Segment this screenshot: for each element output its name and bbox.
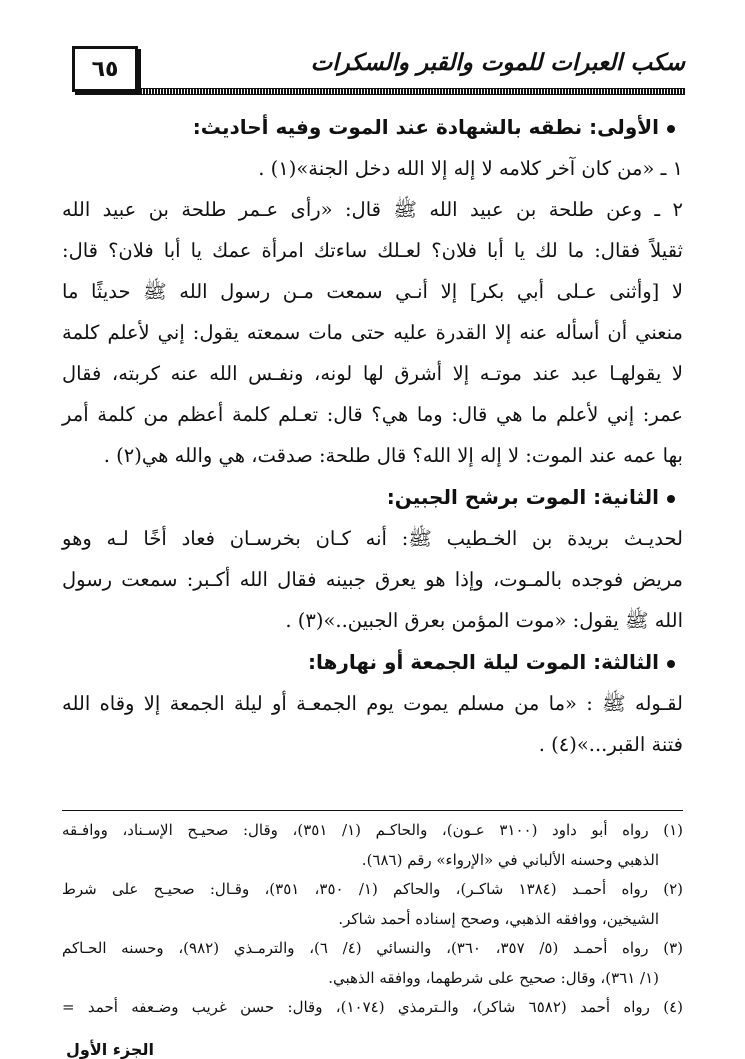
paragraph-line: لقـوله ﷺ : «ما من مسلم يموت يوم الجمعـة أو ليلة الجمعة إلا وقاه الله xyxy=(62,692,683,715)
page-number: ٦٥ xyxy=(91,56,119,82)
header-rule xyxy=(140,88,685,95)
body-text xyxy=(62,106,683,765)
bullet-icon xyxy=(667,495,675,503)
footnote-line: الذهبي وحسنه الألباني في «الإرواء» رقم (٦٨٦). xyxy=(361,850,659,869)
paragraph-line: الله ﷺ يقول: «موت المؤمن بعرق الجبين..»(٣) . xyxy=(285,609,683,632)
paragraph-line: بها عمه عند الموت: لا إله إلا الله؟ قال طلحة: صدقت، هي والله هي(٢) . xyxy=(103,444,683,467)
footnote-line: (٢) رواه أحمـد (١٣٨٤ شاكـر)، والحاكم (١/ ٣٥٠، ٣٥١)، وقـال: صحيـح على شرط xyxy=(62,880,683,898)
section-heading-1: الأولى: نطقه بالشهادة عند الموت وفيه أحاديث: xyxy=(62,106,683,148)
footnote-line: (٤) رواه أحمد (٦٥٨٢ شاكر)، والـترمذي (١٠٧٤)، وقال: حسن غريب وضـعفه أحمد = xyxy=(62,998,683,1016)
paragraph-line: لحديـث بريدة بن الخـطيب ﷺ: أنه كـان بخرسـان فعاد أخًا لـه وهو xyxy=(62,527,683,550)
footnote-line: (١/ ٣٦١)، وقال: صحيح على شرطهما، ووافقه الذهبي. xyxy=(328,968,659,987)
footnote-line: الشيخين، ووافقه الذهبي، وصحح إسناده أحمد شاكر. xyxy=(338,909,659,928)
paragraph-line: ثقيلاً فقال: ما لك يا أبا فلان؟ لعـلك ساءتك امرأة عمك يا أبا فلان؟ قال: xyxy=(62,239,683,262)
volume-label: الجزء الأول xyxy=(66,1040,154,1059)
bullet-icon xyxy=(667,125,675,133)
footnote-line: (١) رواه أبو داود (٣١٠٠ عـون)، والحاكـم (١/ ٣٥١)، وقال: صحيـح الإسـناد، ووافـقه xyxy=(62,821,683,839)
section-heading-3: الثالثة: الموت ليلة الجمعة أو نهارها: xyxy=(62,641,683,683)
footnote-rule xyxy=(62,810,683,811)
paragraph-line: فتنة القبر...»(٤) . xyxy=(538,733,683,756)
page-number-box xyxy=(72,46,138,92)
paragraph-line: لا [وأثنى عـلى أبي بكر] إلا أنـي سمعت مـن رسول الله ﷺ حديثًا ما xyxy=(62,280,683,303)
paragraph-line: عمر: إني لأعلم ما هي قال: وما هي؟ قال: تعـلم كلمة أعظم من كلمة أمر xyxy=(62,403,683,426)
running-title: سكب العبرات للموت والقبر والسكرات xyxy=(310,50,685,76)
paragraph-line: ٢ ـ وعن طلحة بن عبيد الله ﷺ قال: «رأى عـمر طلحة بن عبيد الله xyxy=(62,198,683,221)
paragraph-line: ١ ـ «من كان آخر كلامه لا إله إلا الله دخل الجنة»(١) . xyxy=(258,157,683,180)
paragraph-line: منعني أن أسأله عنه إلا القدرة عليه حتى مات سمعته يقول: إني لأعلم كلمة xyxy=(62,321,683,344)
footnote-line: (٣) رواه أحمـد (٥/ ٣٥٧، ٣٦٠)، والنسائي (٤/ ٦)، والترمـذي (٩٨٢)، وحسنه الحـاكم xyxy=(62,939,683,957)
footnotes xyxy=(62,816,683,1023)
bullet-icon xyxy=(667,660,675,668)
section-heading-2: الثانية: الموت برشح الجبين: xyxy=(62,476,683,518)
paragraph-line: مريض فوجده بالمـوت، وإذا هو يعرق جبينه فقال الله أكـبر: سمعت رسول xyxy=(62,568,683,591)
paragraph-line: لا يقولهـا عبد عند موتـه إلا أشرق لها لونه، ونفـس الله عنه كربته، فقال xyxy=(62,362,683,385)
